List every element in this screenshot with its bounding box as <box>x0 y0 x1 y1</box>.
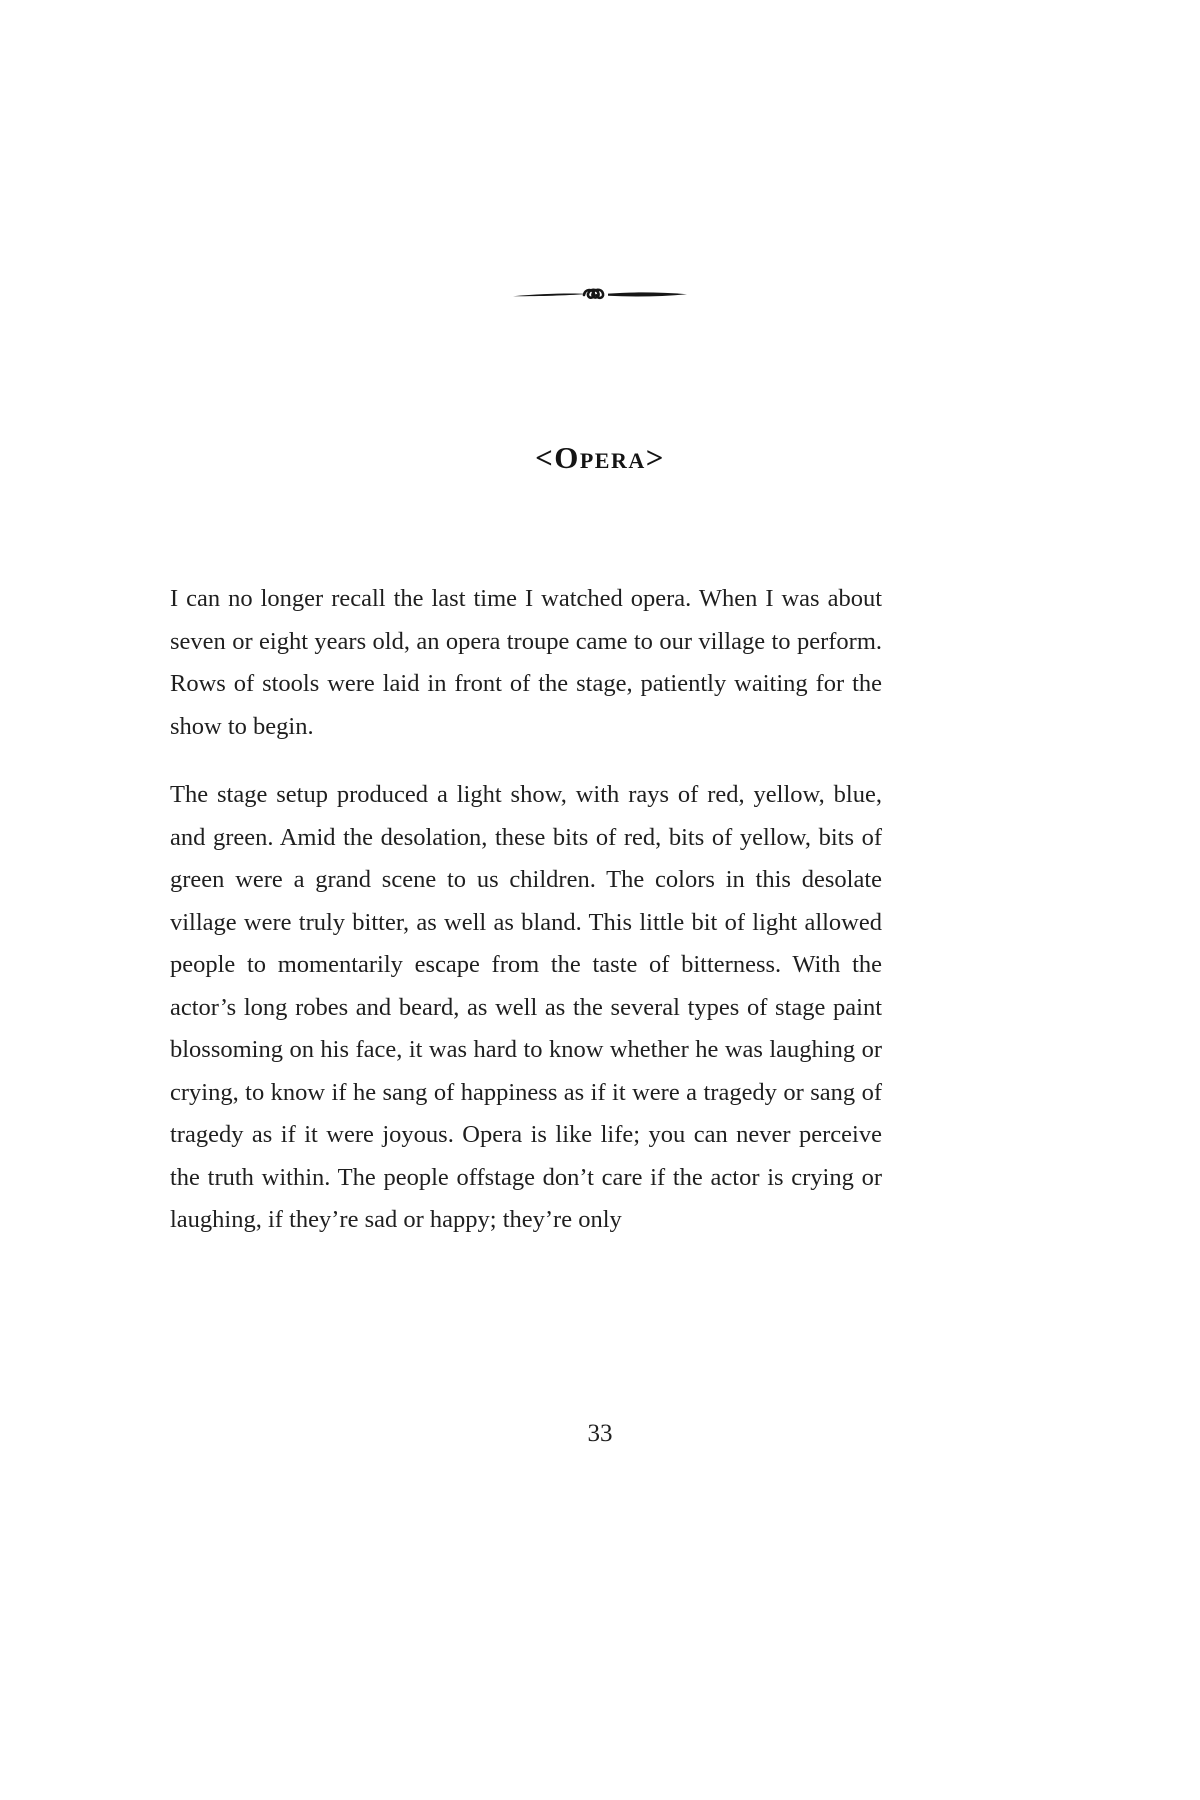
paragraph-2: The stage setup produced a light show, with rays of red, yellow, blue, and green. Amid the desolation, these bits of red, bits of yellow, bits of green were a grand scene to us children. The colors in this desolate village were truly bitter, as well as bland. This little bit of light allowed people to momentarily escape from the taste of bitterness. With the actor’s long robes and beard, as well as the several types of stage paint blossoming on his face, it was hard to know whether he was laughing or crying, to know if he sang of happiness as if it were a tragedy or sang of tragedy as if it were joyous. Opera is like life; you can never perceive the truth within. The people offstage don’t care if the actor is crying or laughing, if they’re sad or happy; they’re only <box>170 781 882 1233</box>
page-number: 33 <box>587 1420 613 1447</box>
paragraph-1: I can no longer recall the last time I watched opera. When I was about seven or eight years old, an opera troupe came to our village to perform. Rows of stools were laid in front of the stage, patiently waiting for the show to begin. <box>170 585 882 740</box>
chapter-divider-ornament <box>511 283 689 307</box>
swash-ornament-icon <box>511 283 689 307</box>
body-text <box>170 578 882 1242</box>
chapter-title: <Opera> <box>535 440 665 475</box>
